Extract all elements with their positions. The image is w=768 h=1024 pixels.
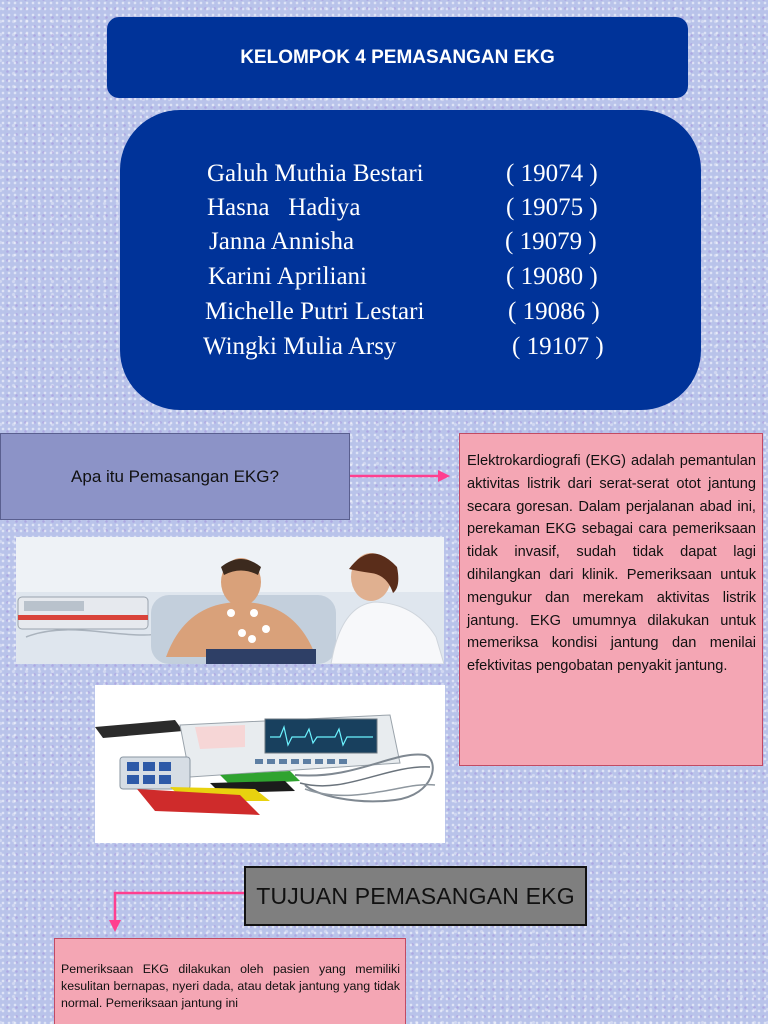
member-id: ( 19074 ): [506, 160, 598, 187]
page-title: KELOMPOK 4 PEMASANGAN EKG: [240, 46, 555, 68]
purpose-heading: TUJUAN PEMASANGAN EKG: [256, 882, 575, 909]
purpose-heading-box: [244, 866, 587, 926]
ecg-examination-photo: [16, 537, 444, 664]
member-name: Wingki Mulia Arsy: [203, 333, 397, 360]
member-id: ( 19079 ): [505, 228, 597, 255]
question-text: Apa itu Pemasangan EKG?: [71, 466, 279, 486]
member-name: Michelle Putri Lestari: [205, 298, 425, 325]
member-name: Hasna Hadiya: [207, 194, 361, 221]
member-id: ( 19080 ): [506, 263, 598, 290]
member-id: ( 19086 ): [508, 298, 600, 325]
ecg-machine-photo: [95, 685, 445, 843]
group-members-panel: [120, 110, 701, 410]
purpose-description: Pemeriksaan EKG dilakukan oleh pasien yang memiliki kesulitan bernapas, nyeri dada, atau detak jantung yang tidak normal. Pemeriksaan jantung ini: [61, 962, 400, 1010]
ekg-definition-text: Elektrokardiografi (EKG) adalah pemantulan aktivitas listrik dari serat-serat otot jantung secara goresan. Dalam perjalanan abad ini, perekaman EKG sebagai cara pemeriksaan tidak invasif, sudah tidak dapat lagi dihilangkan dari klinik. Pemeriksaan untuk mengukur dan merekam aktivitas listrik jantung. EKG umumnya dilakukan untuk memeriksa kondisi jantung dan menilai efektivitas pengobatan penyakit jantung.: [467, 453, 756, 675]
down-arrow-icon: [105, 886, 250, 936]
member-name: Galuh Muthia Bestari: [207, 160, 424, 187]
member-name: Janna Annisha: [209, 228, 355, 255]
question-box: [0, 433, 350, 520]
ekg-definition-box: [459, 433, 763, 766]
member-id: ( 19107 ): [512, 333, 604, 360]
purpose-description-box: [54, 938, 406, 1024]
right-arrow-icon: [350, 466, 460, 486]
page-title-banner: [107, 17, 688, 98]
member-id: ( 19075 ): [506, 194, 598, 221]
member-name: Karini Apriliani: [208, 263, 367, 290]
